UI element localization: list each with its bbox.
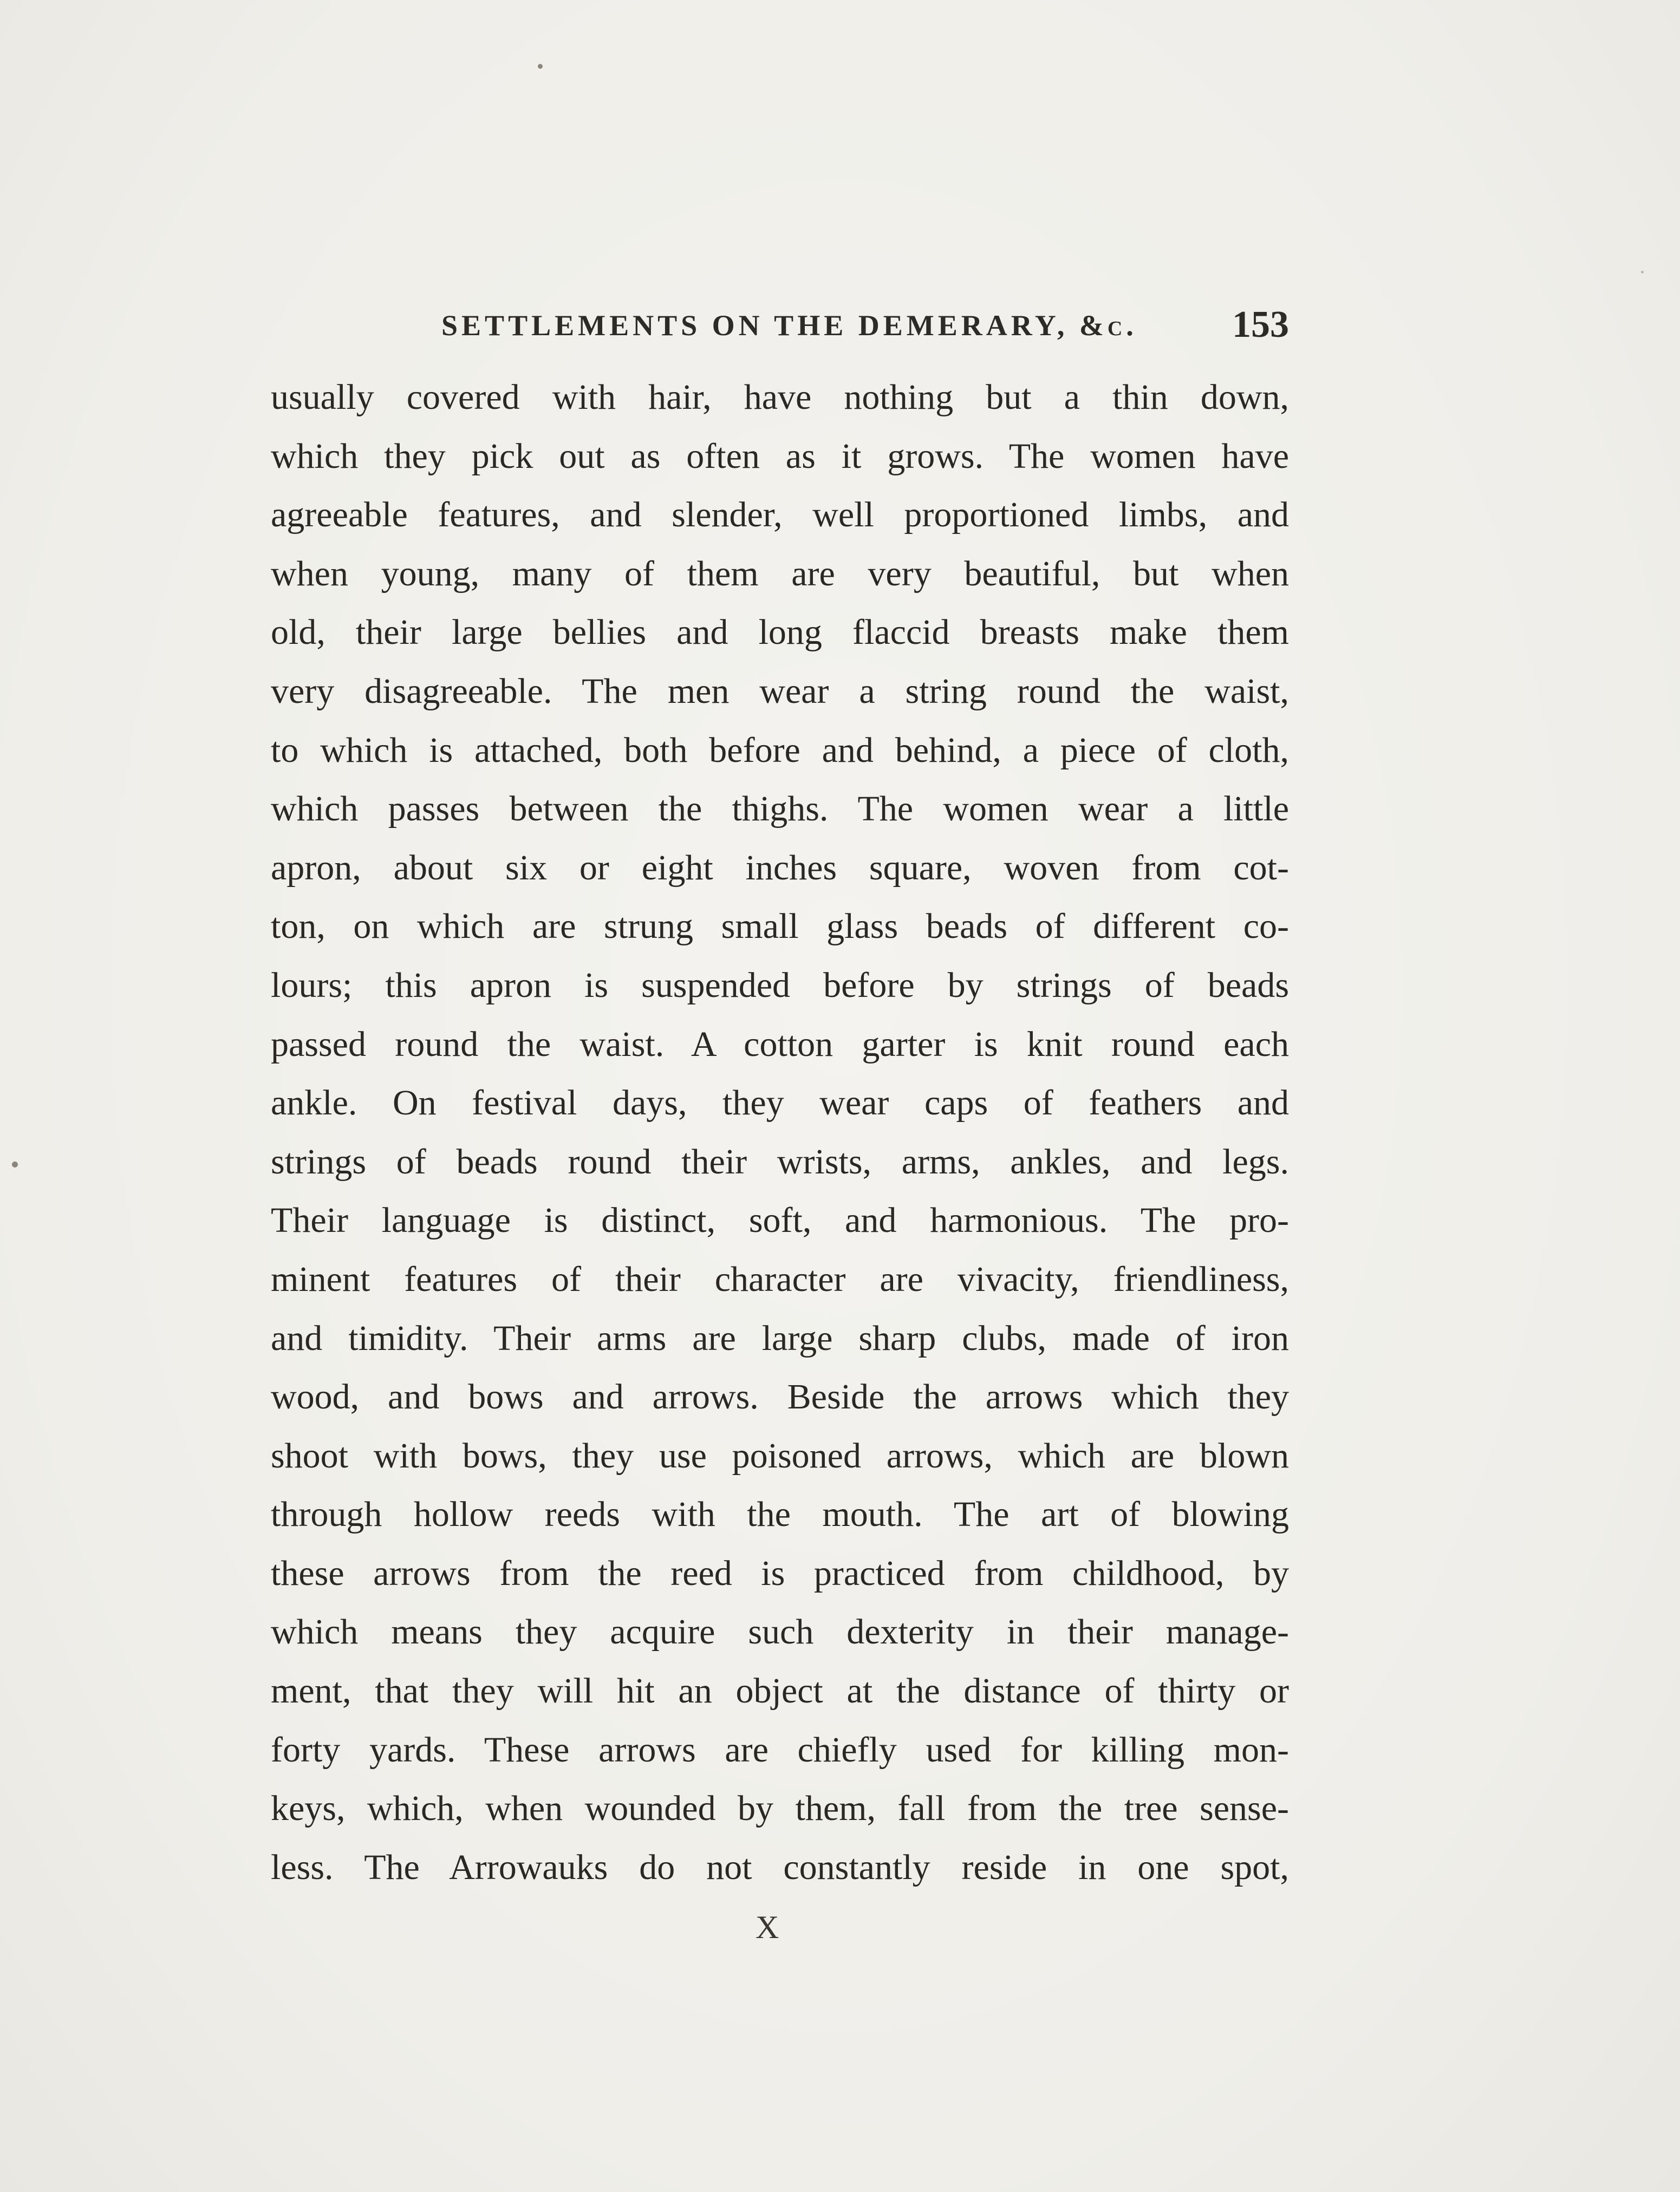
text-line: minent features of their character are vivacity, friendliness, xyxy=(271,1259,1289,1299)
paper-speck xyxy=(1641,271,1644,273)
paper-speck xyxy=(538,64,543,69)
text-line: ment, that they will hit an object at the distance of thirty or xyxy=(271,1671,1289,1711)
text-line: these arrows from the reed is practiced from childhood, by xyxy=(271,1553,1289,1593)
text-line: ton, on which are strung small glass beads of different co- xyxy=(271,906,1289,947)
text-line: lours; this apron is suspended before by strings of beads xyxy=(271,965,1289,1005)
text-line: which passes between the thighs. The women wear a little xyxy=(271,789,1289,829)
text-line: passed round the waist. A cotton garter is knit round each xyxy=(271,1024,1289,1064)
text-line: which means they acquire such dexterity in their manage- xyxy=(271,1612,1289,1652)
text-line: very disagreeable. The men wear a string round the waist, xyxy=(271,671,1289,711)
text-line: old, their large bellies and long flaccid breasts make them xyxy=(271,612,1289,653)
text-line: apron, about six or eight inches square, woven from cot- xyxy=(271,847,1289,888)
page-number: 153 xyxy=(1232,304,1289,345)
running-head: SETTLEMENTS ON THE DEMERARY, &c. xyxy=(441,309,1137,342)
text-line: through hollow reeds with the mouth. The art of blowing xyxy=(271,1495,1289,1535)
text-line: and timidity. Their arms are large sharp clubs, made of iron xyxy=(271,1318,1289,1358)
text-line: keys, which, when wounded by them, fall from the tree sense- xyxy=(271,1789,1289,1829)
text-line: to which is attached, both before and behind, a piece of cloth, xyxy=(271,730,1289,770)
page-header xyxy=(271,303,1289,352)
body-text xyxy=(271,368,1289,1897)
text-line: wood, and bows and arrows. Beside the arrows which they xyxy=(271,1377,1289,1417)
text-line: less. The Arrowauks do not constantly reside in one spot, xyxy=(271,1847,1289,1887)
text-line: ankle. On festival days, they wear caps of feathers and xyxy=(271,1083,1289,1123)
text-line: strings of beads round their wrists, arms, ankles, and legs. xyxy=(271,1141,1289,1182)
text-line: agreeable features, and slender, well proportioned limbs, and xyxy=(271,495,1289,535)
text-line: when young, many of them are very beautiful, but when xyxy=(271,553,1289,593)
text-line: shoot with bows, they use poisoned arrows, which are blown xyxy=(271,1436,1289,1476)
text-line: usually covered with hair, have nothing but a thin down, xyxy=(271,377,1289,417)
text-line: Their language is distinct, soft, and harmonious. The pro- xyxy=(271,1201,1289,1241)
paper-speck xyxy=(12,1162,18,1167)
text-line: forty yards. These arrows are chiefly used for killing mon- xyxy=(271,1730,1289,1770)
signature-mark: X xyxy=(756,1909,782,1945)
text-line: which they pick out as often as it grows. The women have xyxy=(271,436,1289,476)
